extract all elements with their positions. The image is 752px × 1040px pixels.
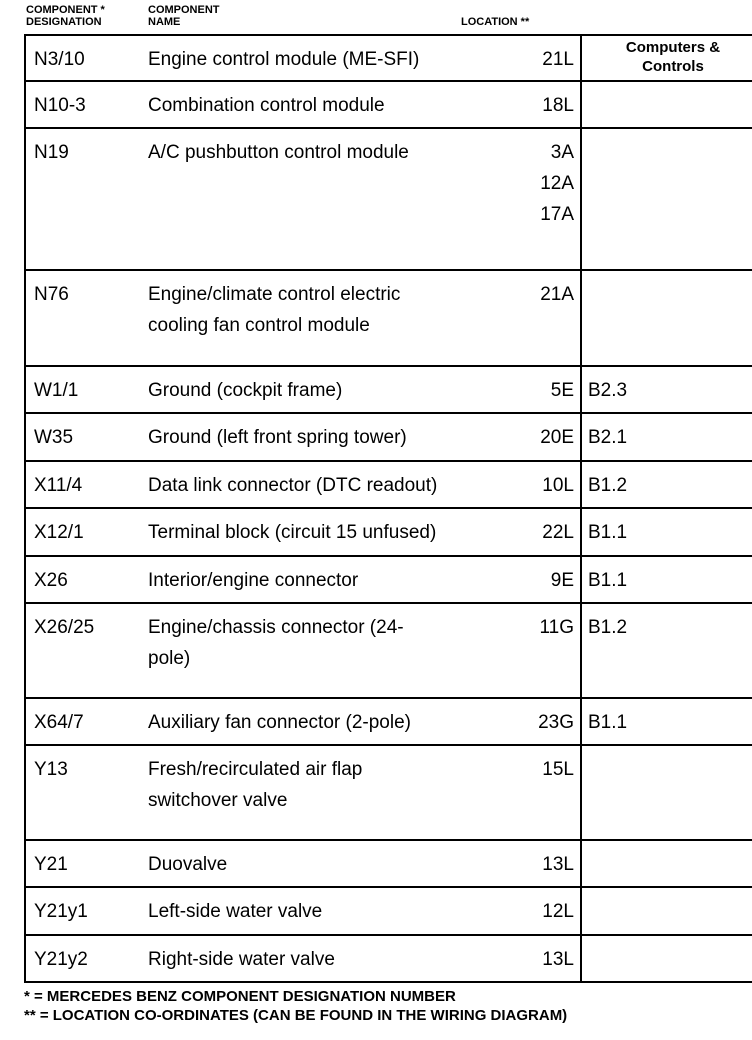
location-value: 23G bbox=[538, 712, 574, 733]
reference-value: B2.3 bbox=[588, 380, 628, 401]
location-value: 9E bbox=[550, 570, 574, 591]
component-name-cell bbox=[148, 745, 500, 840]
location-value: 21L bbox=[542, 49, 574, 70]
component-name-cell bbox=[148, 935, 500, 982]
component-name-line: Engine control module (ME-SFI) bbox=[148, 49, 420, 70]
category-heading-line: Computers & bbox=[625, 39, 721, 56]
reference-cell bbox=[581, 887, 752, 935]
reference-cell bbox=[581, 698, 752, 745]
component-name-line: A/C pushbutton control module bbox=[148, 142, 409, 163]
table-row bbox=[25, 745, 752, 840]
reference-value bbox=[588, 746, 752, 785]
category-heading bbox=[588, 36, 752, 76]
location-value: 13L bbox=[542, 854, 574, 875]
component-name-cell bbox=[148, 35, 500, 81]
component-name-line: Ground (left front spring tower) bbox=[148, 427, 407, 448]
location-cell bbox=[500, 128, 581, 270]
component-name-line: Auxiliary fan connector (2-pole) bbox=[148, 712, 411, 733]
component-name-line: Duovalve bbox=[148, 854, 228, 875]
component-table bbox=[24, 34, 752, 983]
designation-cell bbox=[25, 81, 148, 128]
designation-cell bbox=[25, 603, 148, 698]
designation-cell bbox=[25, 887, 148, 935]
designation-cell bbox=[25, 128, 148, 270]
reference-value bbox=[588, 82, 752, 121]
reference-cell bbox=[581, 745, 752, 840]
component-name-line: Data link connector (DTC readout) bbox=[148, 475, 438, 496]
location-value: 10L bbox=[542, 475, 574, 496]
component-name-cell bbox=[148, 887, 500, 935]
component-name-cell bbox=[148, 508, 500, 556]
category-heading-line: Controls bbox=[642, 58, 704, 75]
component-name-cell bbox=[148, 603, 500, 698]
location-cell bbox=[500, 270, 581, 366]
reference-cell bbox=[581, 81, 752, 128]
location-cell bbox=[500, 840, 581, 887]
location-cell bbox=[500, 461, 581, 508]
location-value: 18L bbox=[542, 95, 574, 116]
reference-value bbox=[588, 129, 752, 168]
reference-cell bbox=[581, 461, 752, 508]
component-name-line: Terminal block (circuit 15 unfused) bbox=[148, 522, 437, 543]
table-row bbox=[25, 366, 752, 413]
reference-cell bbox=[581, 603, 752, 698]
component-name-cell bbox=[148, 413, 500, 461]
reference-cell bbox=[581, 840, 752, 887]
reference-cell bbox=[581, 128, 752, 270]
reference-value: B1.2 bbox=[588, 617, 628, 638]
component-name-cell bbox=[148, 81, 500, 128]
designation-cell bbox=[25, 413, 148, 461]
component-name-line: Engine/chassis connector (24- bbox=[148, 617, 404, 638]
reference-cell bbox=[581, 508, 752, 556]
component-name-line: Combination control module bbox=[148, 95, 385, 116]
reference-cell bbox=[581, 935, 752, 982]
table-row bbox=[25, 461, 752, 508]
designation-text: X64/7 bbox=[34, 712, 84, 733]
table-row bbox=[25, 270, 752, 366]
designation-header-line-2: DESIGNATION bbox=[26, 16, 102, 28]
designation-cell bbox=[25, 366, 148, 413]
location-column-header: LOCATION ** bbox=[461, 16, 530, 28]
designation-cell bbox=[25, 35, 148, 81]
component-name-line: Interior/engine connector bbox=[148, 570, 359, 591]
location-value: 11G bbox=[539, 617, 574, 638]
reference-value: B2.1 bbox=[588, 427, 628, 448]
component-name-cell bbox=[148, 366, 500, 413]
location-value: 17A bbox=[540, 204, 574, 225]
designation-cell bbox=[25, 270, 148, 366]
name-column-header bbox=[148, 4, 220, 28]
location-cell bbox=[500, 603, 581, 698]
reference-value: B1.1 bbox=[588, 522, 628, 543]
reference-value: B1.1 bbox=[588, 570, 628, 591]
component-name-line: Fresh/recirculated air flap bbox=[148, 759, 363, 780]
location-cell bbox=[500, 935, 581, 982]
component-name-line: Engine/climate control electric bbox=[148, 284, 401, 305]
designation-text: W35 bbox=[34, 427, 74, 448]
location-cell bbox=[500, 81, 581, 128]
designation-cell bbox=[25, 840, 148, 887]
designation-text: X26/25 bbox=[34, 617, 95, 638]
table-row bbox=[25, 35, 752, 81]
designation-text: X11/4 bbox=[34, 475, 83, 496]
reference-value: B1.2 bbox=[588, 475, 628, 496]
designation-text: X26 bbox=[34, 570, 68, 591]
location-value: 21A bbox=[540, 284, 574, 305]
name-header-line-2: NAME bbox=[148, 16, 181, 28]
location-cell bbox=[500, 508, 581, 556]
designation-text: N76 bbox=[34, 284, 69, 305]
table-row bbox=[25, 508, 752, 556]
component-name-cell bbox=[148, 556, 500, 603]
component-name-line: Right-side water valve bbox=[148, 949, 335, 970]
component-name-cell bbox=[148, 270, 500, 366]
table-row bbox=[25, 698, 752, 745]
reference-value bbox=[588, 271, 752, 310]
location-cell bbox=[500, 698, 581, 745]
location-value: 12A bbox=[540, 173, 574, 194]
table-row bbox=[25, 556, 752, 603]
designation-cell bbox=[25, 556, 148, 603]
component-name-line: cooling fan control module bbox=[148, 315, 370, 336]
reference-value: B1.1 bbox=[588, 712, 628, 733]
location-cell bbox=[500, 366, 581, 413]
location-cell bbox=[500, 556, 581, 603]
table-row bbox=[25, 81, 752, 128]
component-name-cell bbox=[148, 840, 500, 887]
reference-cell bbox=[581, 413, 752, 461]
designation-text: Y21 bbox=[34, 854, 68, 875]
location-cell bbox=[500, 413, 581, 461]
reference-cell bbox=[581, 366, 752, 413]
designation-text: X12/1 bbox=[34, 522, 84, 543]
reference-cell bbox=[581, 556, 752, 603]
location-value: 20E bbox=[540, 427, 574, 448]
location-value: 5E bbox=[550, 380, 574, 401]
location-value: 22L bbox=[542, 522, 574, 543]
table-row bbox=[25, 603, 752, 698]
location-cell bbox=[500, 745, 581, 840]
reference-cell bbox=[581, 270, 752, 366]
designation-text: N19 bbox=[34, 142, 69, 163]
component-name-line: Left-side water valve bbox=[148, 901, 323, 922]
designation-text: N3/10 bbox=[34, 49, 85, 70]
reference-value bbox=[588, 936, 752, 975]
designation-text: Y21y2 bbox=[34, 949, 88, 970]
component-name-line: switchover valve bbox=[148, 790, 288, 811]
designation-text: N10-3 bbox=[34, 95, 86, 116]
location-value: 12L bbox=[542, 901, 574, 922]
designation-text: W1/1 bbox=[34, 380, 79, 401]
designation-cell bbox=[25, 461, 148, 508]
reference-value bbox=[588, 888, 752, 927]
table-row bbox=[25, 840, 752, 887]
location-cell bbox=[500, 35, 581, 81]
component-name-cell bbox=[148, 128, 500, 270]
footnote-designation: * = MERCEDES BENZ COMPONENT DESIGNATION NUMBER bbox=[24, 988, 456, 1005]
designation-text: Y13 bbox=[34, 759, 68, 780]
name-header-line-1: COMPONENT bbox=[148, 4, 220, 16]
table-row bbox=[25, 935, 752, 982]
table-row bbox=[25, 413, 752, 461]
component-name-cell bbox=[148, 698, 500, 745]
category-header-cell bbox=[581, 35, 752, 81]
designation-cell bbox=[25, 698, 148, 745]
component-name-line: pole) bbox=[148, 648, 191, 669]
designation-cell bbox=[25, 508, 148, 556]
location-cell bbox=[500, 887, 581, 935]
location-value: 3A bbox=[550, 142, 574, 163]
reference-value bbox=[588, 841, 752, 880]
designation-cell bbox=[25, 935, 148, 982]
component-name-line: Ground (cockpit frame) bbox=[148, 380, 343, 401]
designation-header-line-1: COMPONENT * bbox=[26, 4, 105, 16]
designation-column-header bbox=[26, 4, 105, 28]
designation-text: Y21y1 bbox=[34, 901, 88, 922]
location-value: 13L bbox=[542, 949, 574, 970]
footnote-location: ** = LOCATION CO-ORDINATES (CAN BE FOUND IN THE WIRING DIAGRAM) bbox=[24, 1007, 568, 1024]
table-row bbox=[25, 128, 752, 270]
designation-cell bbox=[25, 745, 148, 840]
location-value: 15L bbox=[542, 759, 574, 780]
table-row bbox=[25, 887, 752, 935]
component-name-cell bbox=[148, 461, 500, 508]
